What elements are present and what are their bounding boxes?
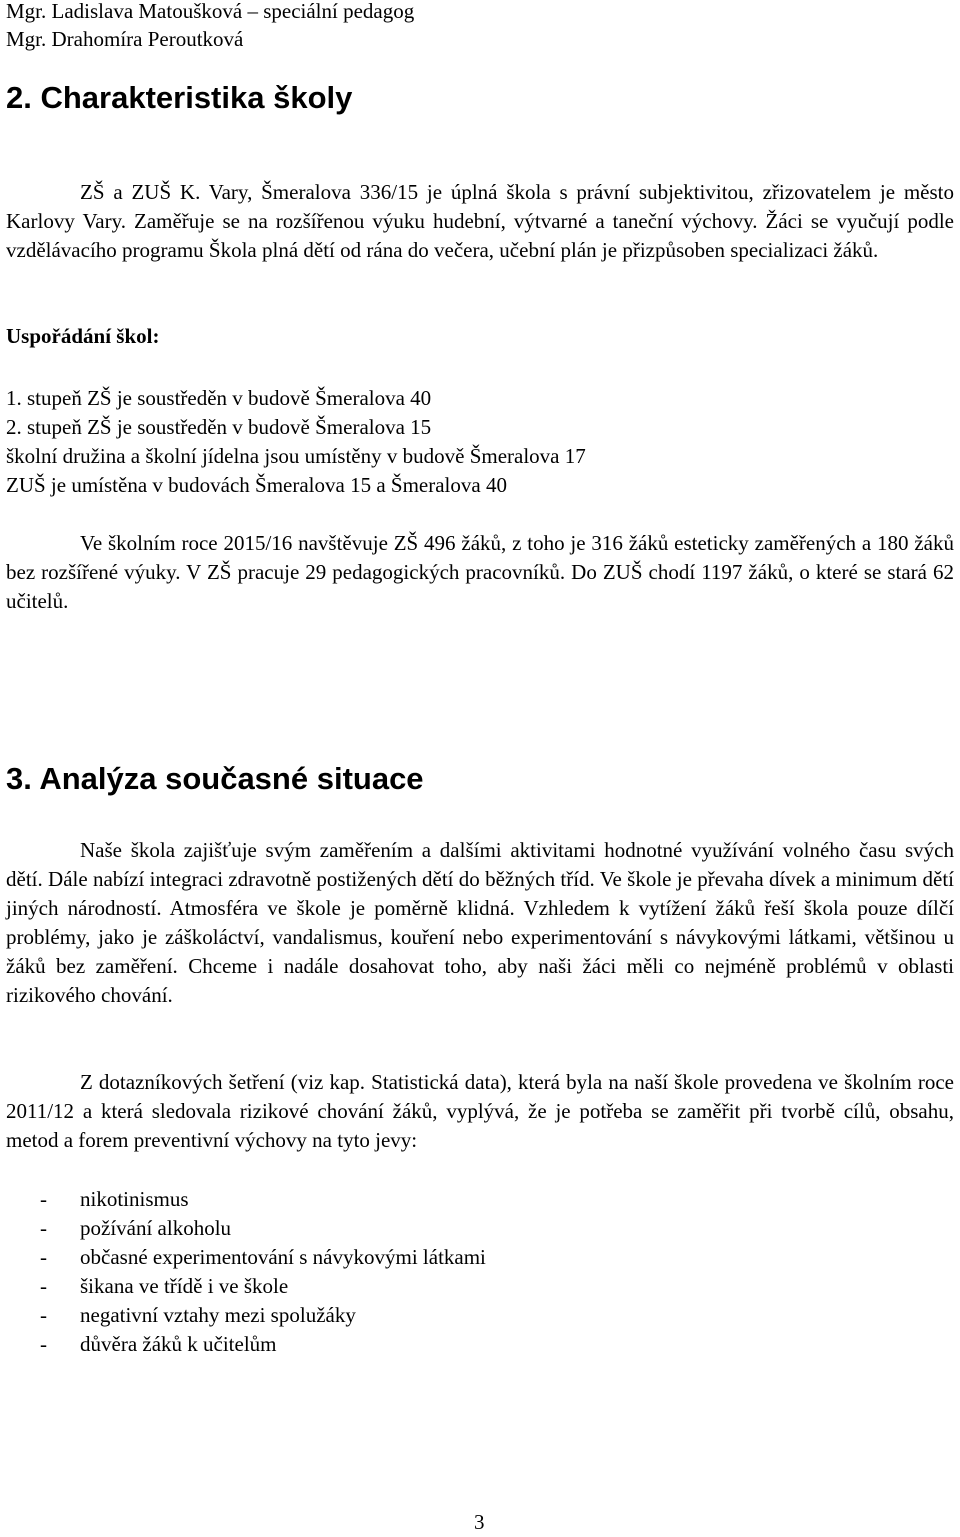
author-line: Mgr. Drahomíra Peroutková [6, 27, 244, 51]
author-line: Mgr. Ladislava Matoušková – speciální pedagog [6, 0, 415, 23]
school-buildings-list [6, 384, 586, 500]
list-dash: - [40, 1332, 47, 1356]
building-line: 1. stupeň ZŠ je soustředěn v budově Šmeralova 40 [6, 386, 432, 410]
survey-paragraph: Z dotazníkových šetření (viz kap. Statistická data), která byla na naší škole provedena ve školním roce 2011/12 a která sledovala rizikové chování žáků, vyplývá, že je potřeba se zaměřit při tvorbě cílů, obsahu, metod a forem preventivní výchovy na tyto jevy: [6, 1070, 954, 1152]
section-heading-3: 3. Analýza současné situace [6, 761, 424, 796]
building-line: ZUŠ je umístěna v budovách Šmeralova 15 a Šmeralova 40 [6, 473, 507, 497]
risk-behaviour-list [6, 1185, 486, 1359]
building-line: 2. stupeň ZŠ je soustředěn v budově Šmeralova 15 [6, 415, 432, 439]
statistics-paragraph: Ve školním roce 2015/16 navštěvuje ZŠ 496 žáků, z toho je 316 žáků esteticky zaměřených a 180 žáků bez rozšířené výuky. V ZŠ pracuje 29 pedagogických pracovníků. Do ZUŠ chodí 1197 žáků, o které se stará 62 učitelů. [6, 531, 954, 613]
list-item-text: šikana ve třídě i ve škole [80, 1274, 289, 1298]
subheading-school-layout: Uspořádání škol: [6, 324, 160, 348]
section-heading-2: 2. Charakteristika školy [6, 80, 353, 115]
list-item [6, 1272, 486, 1301]
list-dash: - [40, 1216, 47, 1240]
author-block [6, 0, 414, 53]
page-number: 3 [474, 1510, 485, 1534]
list-item [6, 1301, 486, 1330]
building-line: školní družina a školní jídelna jsou umístěny v budově Šmeralova 17 [6, 444, 586, 468]
list-dash: - [40, 1187, 47, 1211]
list-dash: - [40, 1303, 47, 1327]
list-item [6, 1185, 486, 1214]
list-item-text: nikotinismus [80, 1187, 189, 1211]
list-item [6, 1330, 486, 1359]
list-item-text: důvěra žáků k učitelům [80, 1332, 277, 1356]
school-description-paragraph: ZŠ a ZUŠ K. Vary, Šmeralova 336/15 je úplná škola s právní subjektivitou, zřizovatelem je město Karlovy Vary. Zaměřuje se na rozšířenou výuku hudební, výtvarné a taneční výchovy. Žáci se vyučují podle vzdělávacího programu Škola plná dětí od rána do večera, učební plán je přizpůsoben specializaci žáků. [6, 180, 954, 262]
list-dash: - [40, 1245, 47, 1269]
list-item-text: negativní vztahy mezi spolužáky [80, 1303, 356, 1327]
list-item-text: občasné experimentování s návykovými látkami [80, 1245, 486, 1269]
list-item [6, 1243, 486, 1272]
list-item [6, 1214, 486, 1243]
list-item-text: požívání alkoholu [80, 1216, 232, 1240]
situation-paragraph: Naše škola zajišťuje svým zaměřením a dalšími aktivitami hodnotné využívání volného času svých dětí. Dále nabízí integraci zdravotně postižených dětí do běžných tříd. Ve škole je převaha dívek a minimum dětí jiných národností. Atmosféra ve škole je poměrně klidná. Vzhledem k vytížení žáků řeší škola pouze dílčí problémy, jako je záškoláctví, vandalismus, kouření nebo experimentování s návykovými látkami, většinou u žáků bez zaměření. Chceme i nadále dosahovat toho, aby naši žáci měli co nejméně problémů v oblasti rizikového chování. [6, 838, 954, 1007]
list-dash: - [40, 1274, 47, 1298]
